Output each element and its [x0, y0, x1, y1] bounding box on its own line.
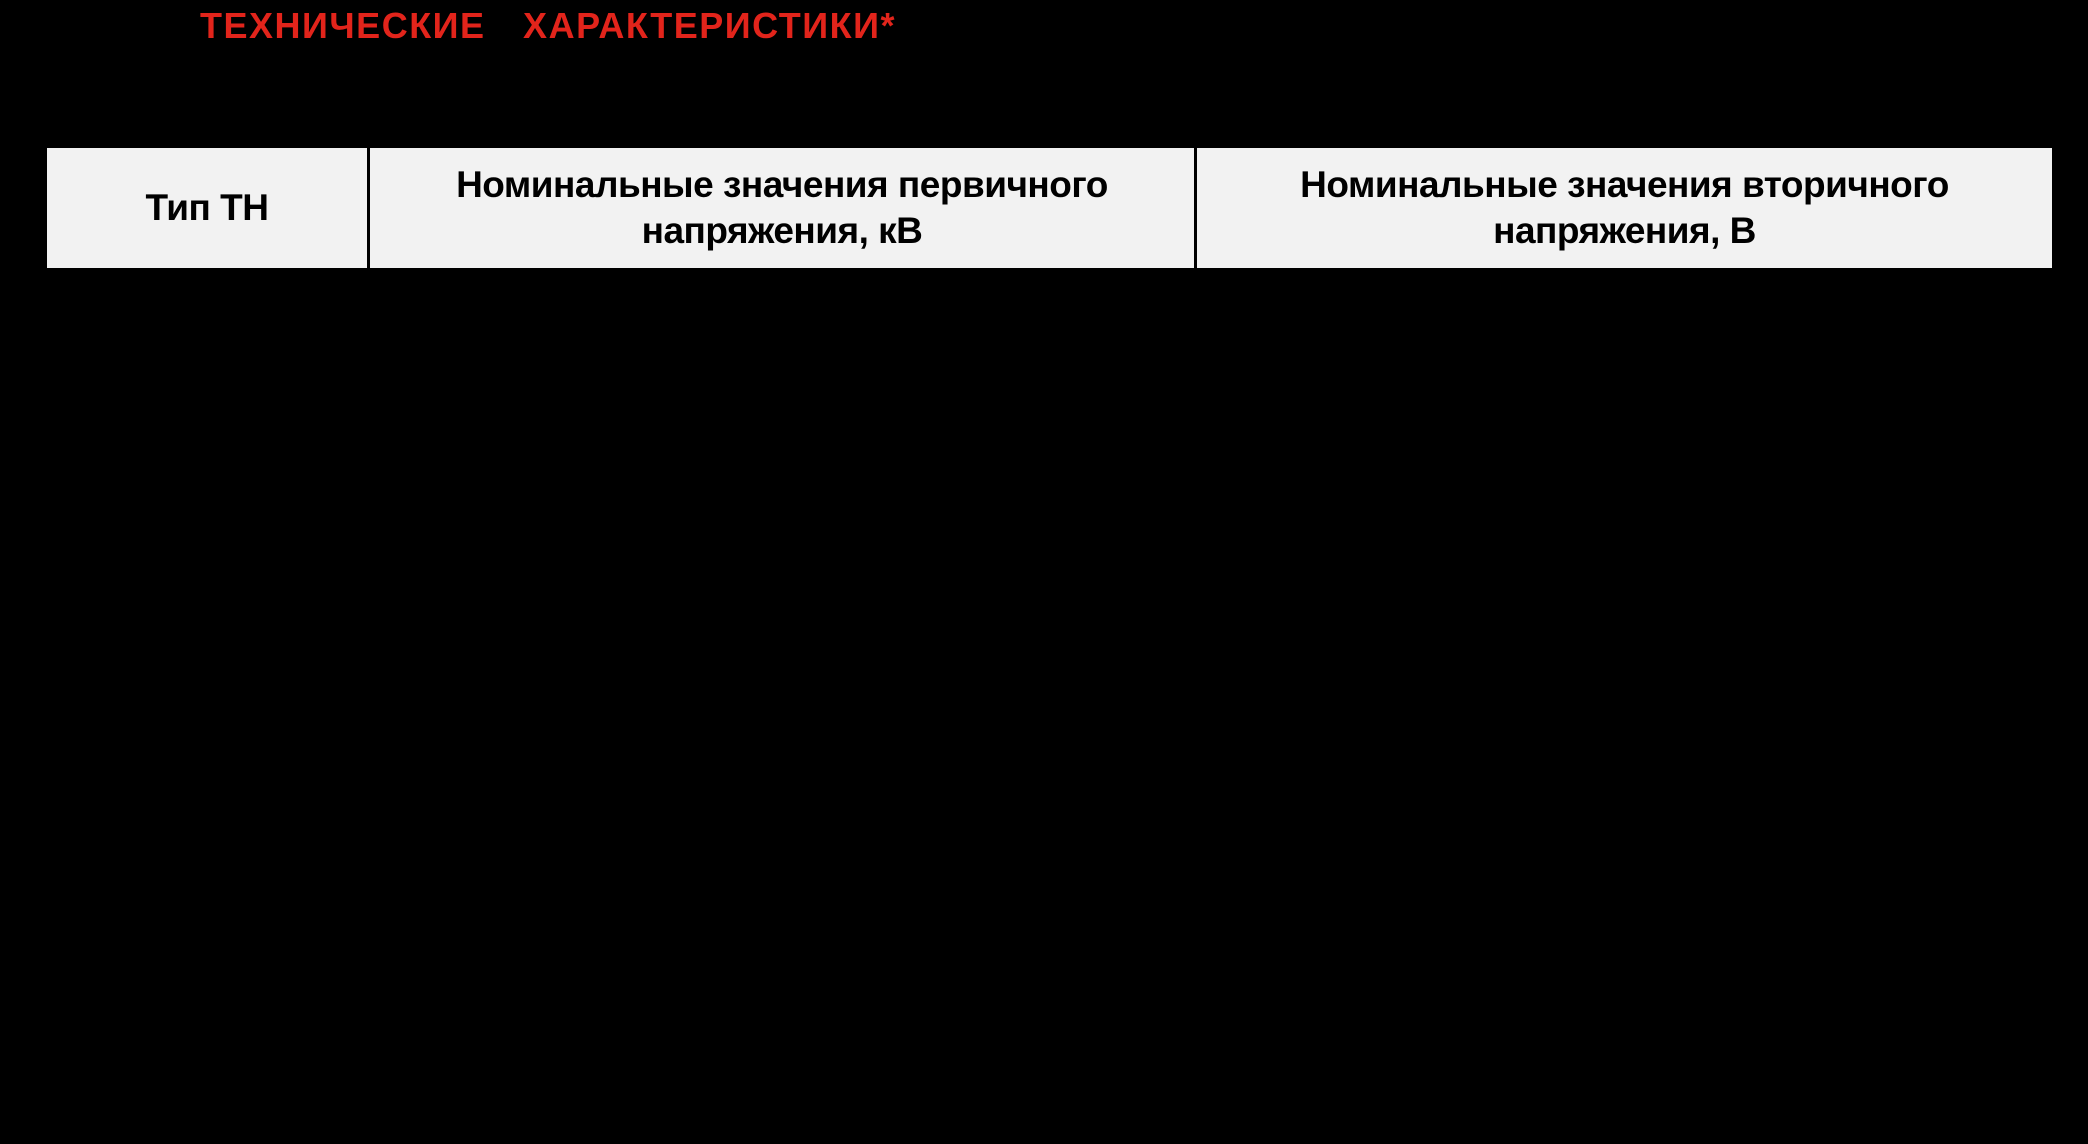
column-header-tn-type [47, 148, 370, 268]
column-header-tn-type-label: Тип ТН [145, 187, 269, 228]
slide-title: ТЕХНИЧЕСКИЕ ХАРАКТЕРИСТИКИ* [200, 5, 896, 46]
column-header-secondary-voltage-line1: Номинальные значения вторичного [1300, 164, 1949, 205]
column-header-primary-voltage-line1: Номинальные значения первичного [456, 164, 1108, 205]
column-header-secondary-voltage [1197, 148, 2052, 268]
column-header-primary-voltage [370, 148, 1197, 268]
table-header-row [47, 146, 2052, 270]
column-header-primary-voltage-line2: напряжения, кВ [641, 210, 923, 251]
column-header-secondary-voltage-line2: напряжения, В [1493, 210, 1756, 251]
